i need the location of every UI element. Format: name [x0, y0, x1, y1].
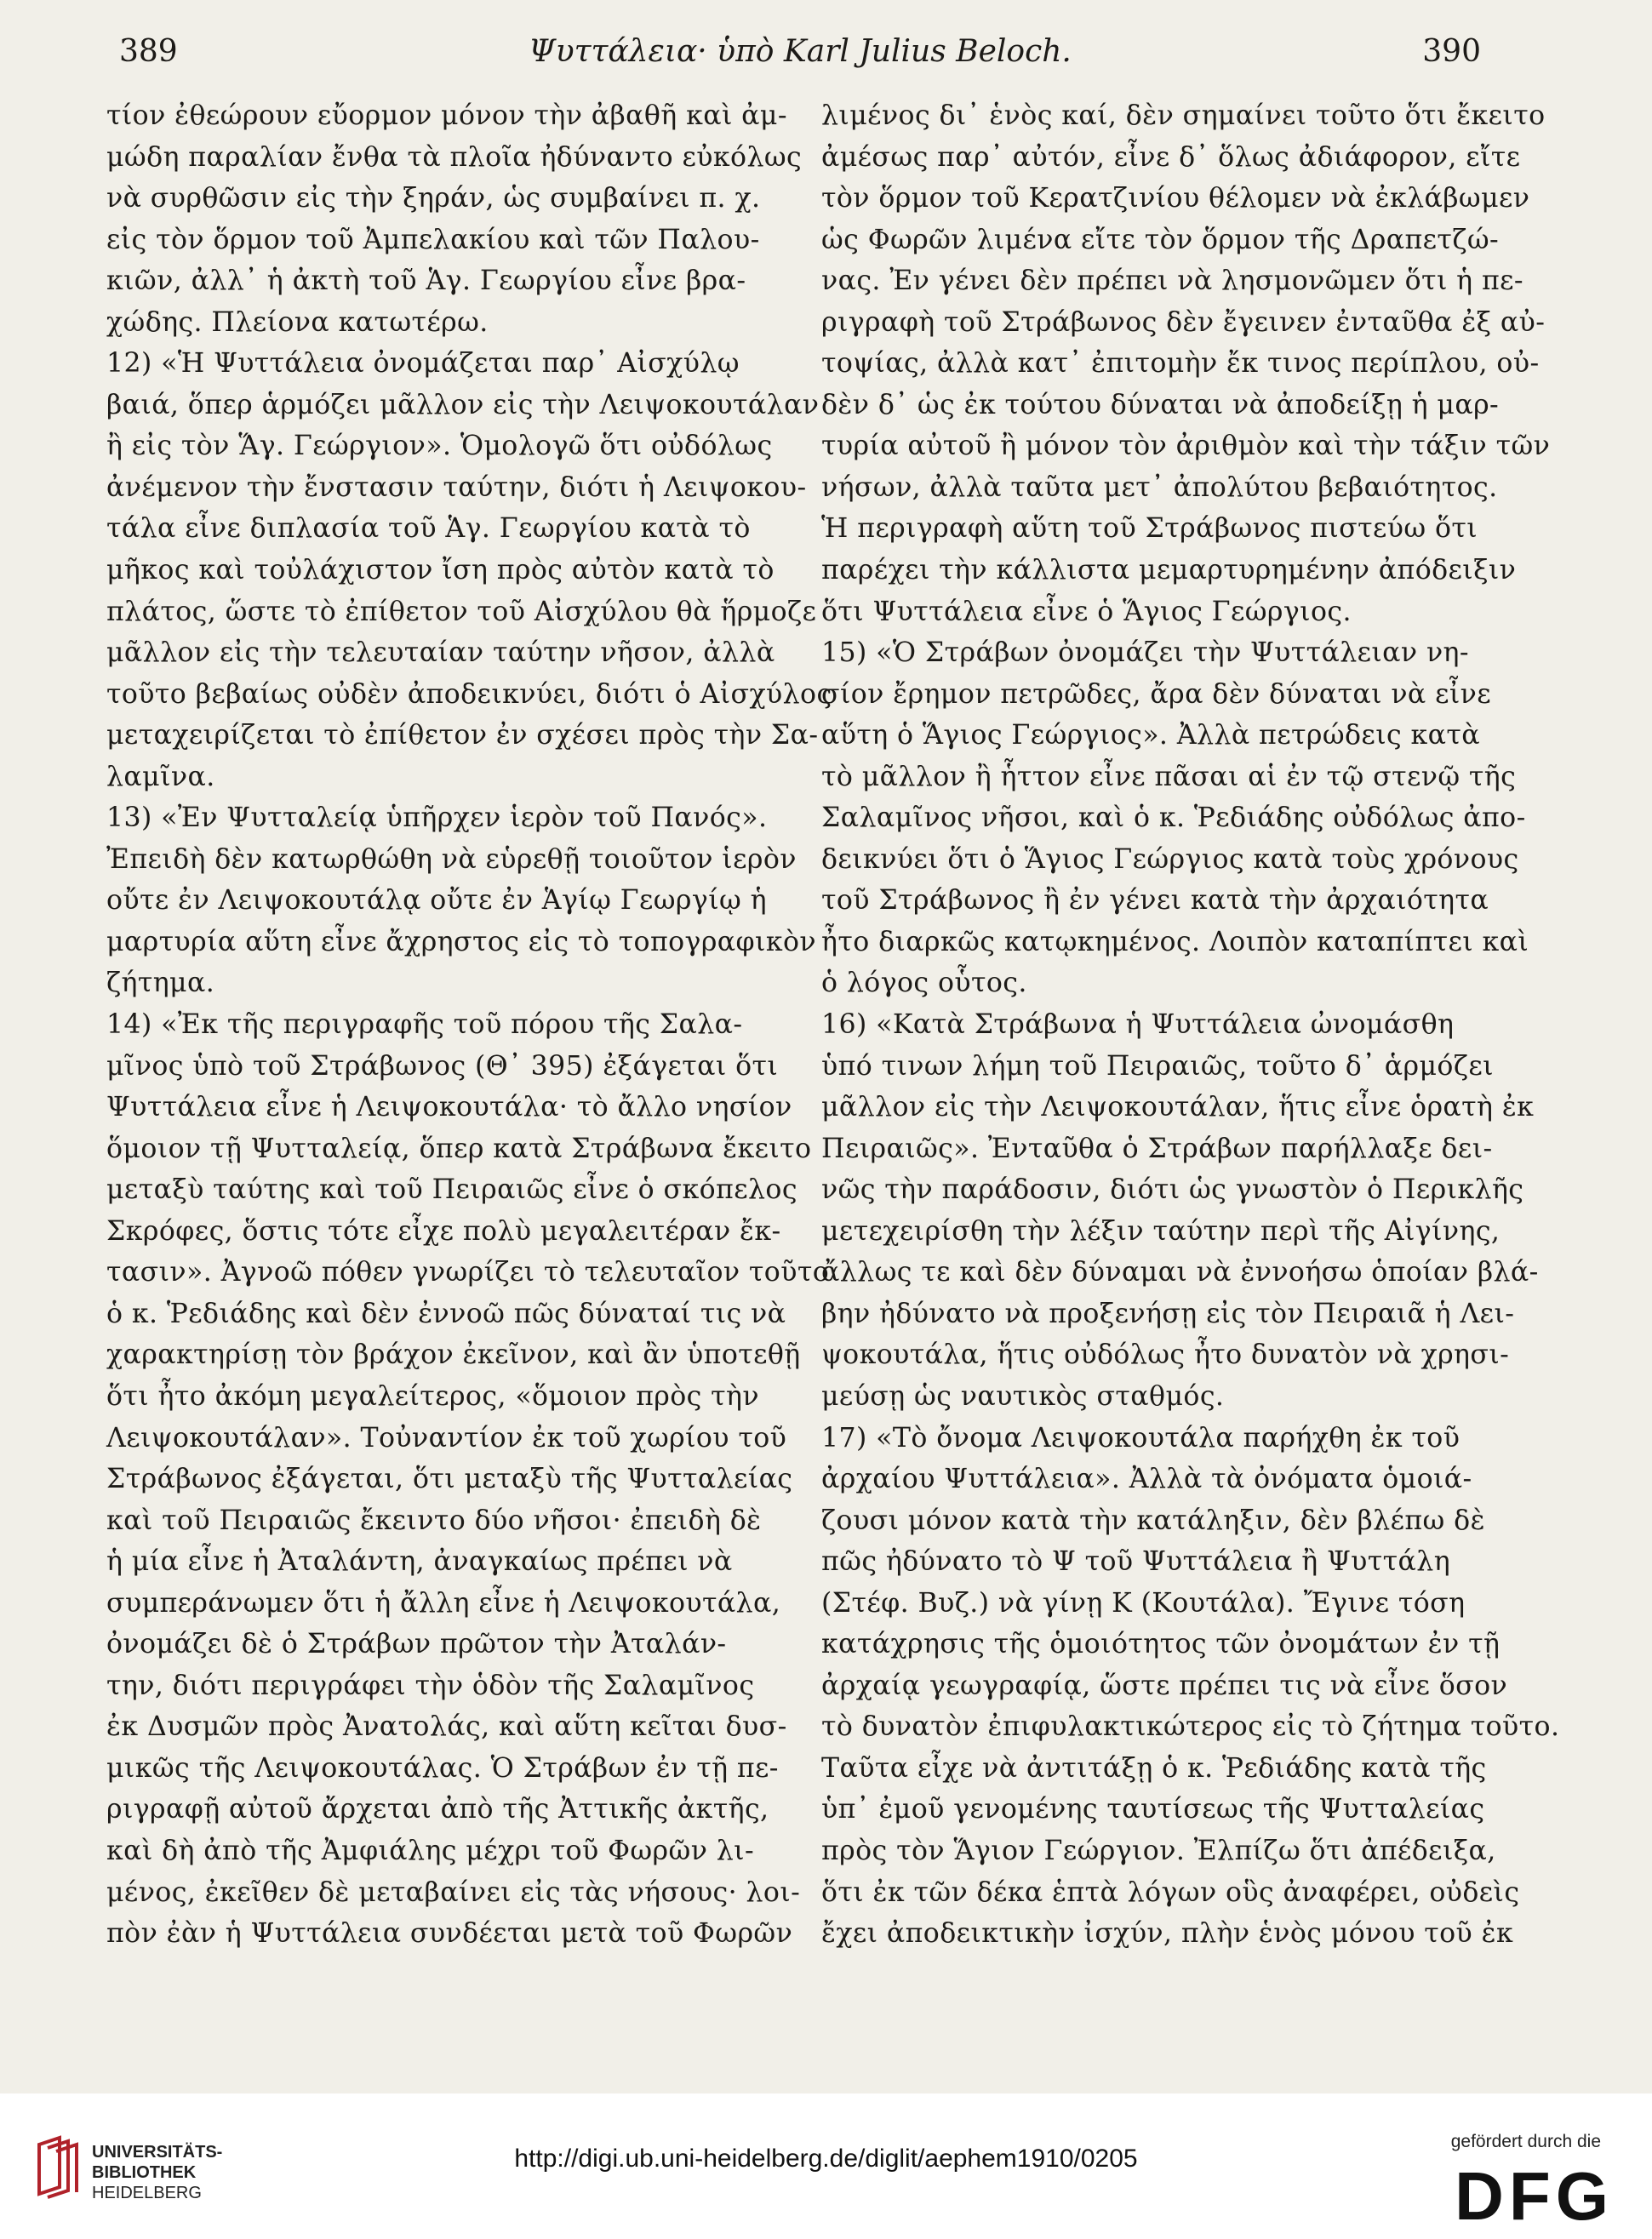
text-line: τασιν». Ἀγνοῶ πόθεν γνωρίζει τὸ τελευταῖον τοῦτο	[106, 1257, 830, 1288]
text-line: μᾶλλον εἰς τὴν Λειψοκουτάλαν, ἥτις εἶνε ὁρατὴ ἐκ	[821, 1092, 1535, 1123]
text-line: μετεχειρίσθη τὴν λέξιν ταύτην περὶ τῆς Αἰγίνης,	[821, 1215, 1501, 1247]
permalink-url[interactable]: http://digi.ub.uni-heidelberg.de/diglit/aephem1910/0205	[514, 2145, 1138, 2173]
page-number-right: 390	[1422, 34, 1481, 69]
text-line: νῶς τὴν παράδοσιν, διότι ὡς γνωστὸν ὁ Περικλῆς	[821, 1174, 1524, 1206]
library-name-line: HEIDELBERG	[92, 2184, 202, 2202]
text-line: οὔτε ἐν Λειψοκουτάλᾳ οὔτε ἐν Ἁγίῳ Γεωργίῳ ἡ	[106, 885, 767, 917]
text-line: ὁ λόγος οὗτος.	[821, 968, 1027, 999]
text-line: σίον ἔρημον πετρῶδες, ἄρα δὲν δύναται νὰ εἶνε	[821, 678, 1492, 710]
text-line: μῆκος καὶ τοὐλάχιστον ἴση πρὸς αὐτὸν κατὰ τὸ	[106, 555, 775, 586]
text-line: ὅμοιον τῇ Ψυτταλείᾳ, ὅπερ κατὰ Στράβωνα ἔκειτο	[106, 1133, 812, 1164]
text-line: δὲν δ᾽ ὡς ἐκ τούτου δύναται νὰ ἀποδείξῃ ἡ μαρ-	[821, 389, 1500, 420]
text-line: μῖνος ὑπὸ τοῦ Στράβωνος (Θ᾽ 395) ἐξάγεται ὅτι	[106, 1050, 779, 1082]
text-line: Ἡ περιγραφὴ αὕτη τοῦ Στράβωνος πιστεύω ὅτι	[821, 513, 1478, 545]
text-line: πὸν ἐὰν ἡ Ψυττάλεια συνδέεται μετὰ τοῦ Φωρῶν	[106, 1918, 793, 1950]
text-line: τὸ δυνατὸν ἐπιφυλακτικώτερος εἰς τὸ ζήτημα τοῦτο.	[821, 1711, 1560, 1743]
text-line: Στράβωνος ἐξάγεται, ὅτι μεταξὺ τῆς Ψυτταλείας	[106, 1464, 793, 1495]
text-line: ζουσι μόνον κατὰ τὴν κατάληξιν, δὲν βλέπω δὲ	[821, 1505, 1485, 1536]
right-text-column	[821, 95, 1560, 1955]
text-line: καὶ δὴ ἀπὸ τῆς Ἀμφιάλης μέχρι τοῦ Φωρῶν λι-	[106, 1835, 755, 1866]
text-line: παρέχει τὴν κάλλιστα μεμαρτυρημένην ἀπόδειξιν	[821, 555, 1517, 586]
text-line: νας. Ἐν γένει δὲν πρέπει νὰ λησμονῶμεν ὅτι ἡ πε-	[821, 266, 1523, 297]
text-line: ριγραφὴ τοῦ Στράβωνος δὲν ἔγεινεν ἐνταῦθα ἐξ αὐ-	[821, 306, 1546, 338]
text-line: χώδης. Πλείονα κατωτέρω.	[106, 306, 489, 338]
text-line: ὡς Φωρῶν λιμένα εἴτε τὸν ὅρμον τῆς Δραπετζώ-	[821, 224, 1500, 255]
text-line: ἔχει ἀποδεικτικὴν ἰσχύν, πλὴν ἑνὸς μόνου τοῦ ἐκ	[821, 1918, 1514, 1950]
text-line: Ταῦτα εἶχε νὰ ἀντιτάξῃ ὁ κ. Ῥεδιάδης κατὰ τῆς	[821, 1752, 1487, 1784]
text-line: 13) «Ἐν Ψυτταλείᾳ ὑπῆρχεν ἱερὸν τοῦ Πανός».	[106, 802, 768, 834]
text-line: ἐκ Δυσμῶν πρὸς Ἀνατολάς, καὶ αὕτη κεῖται δυσ-	[106, 1711, 787, 1743]
text-line: ὅτι ἐκ τῶν δέκα ἑπτὰ λόγων οὓς ἀναφέρει, οὐδεὶς	[821, 1876, 1520, 1908]
text-line: νήσων, ἀλλὰ ταῦτα μετ᾽ ἀπολύτου βεβαιότητος.	[821, 471, 1498, 503]
text-line: τοῦ Στράβωνος ἢ ἐν γένει κατὰ τὴν ἀρχαιότητα	[821, 885, 1489, 917]
text-line: ἢ εἰς τὸν Ἅγ. Γεώργιον». Ὁμολογῶ ὅτι οὐδόλως	[106, 431, 773, 462]
text-line: συμπεράνωμεν ὅτι ἡ ἄλλη εἶνε ἡ Λειψοκουτάλα,	[106, 1587, 781, 1619]
text-line: την, διότι περιγράφει τὴν ὁδὸν τῆς Σαλαμῖνος	[106, 1670, 755, 1701]
text-line: τυρία αὐτοῦ ἢ μόνον τὸν ἀριθμὸν καὶ τὴν τάξιν τῶν	[821, 431, 1551, 462]
text-line: Πειραιῶς». Ἐνταῦθα ὁ Στράβων παρήλλαξε δει-	[821, 1133, 1493, 1164]
text-line: μεταχειρίζεται τὸ ἐπίθετον ἐν σχέσει πρὸς τὴν Σα-	[106, 720, 819, 751]
text-line: τὸ μᾶλλον ἢ ἧττον εἶνε πᾶσαι αἱ ἐν τῷ στενῷ τῆς	[821, 761, 1517, 792]
text-line: Ἐπειδὴ δὲν κατωρθώθη νὰ εὑρεθῇ τοιοῦτον ἱερὸν	[106, 843, 797, 875]
text-line: λιμένος δι᾽ ἑνὸς καί, δὲν σημαίνει τοῦτο ὅτι ἔκειτο	[821, 100, 1546, 131]
text-line: Λειψοκουτάλαν». Τοὐναντίον ἐκ τοῦ χωρίου τοῦ	[106, 1422, 787, 1454]
library-name-line: UNIVERSITÄTS-	[92, 2143, 223, 2162]
text-line: ἡ μία εἶνε ἡ Ἀταλάντη, ἀναγκαίως πρέπει νὰ	[106, 1546, 733, 1578]
text-line: ἀμέσως παρ᾽ αὐτόν, εἶνε δ᾽ ὅλως ἀδιάφορον, εἴτε	[821, 141, 1521, 173]
page-header	[119, 34, 1481, 77]
text-line: μικῶς τῆς Λειψοκουτάλας. Ὁ Στράβων ἐν τῇ πε-	[106, 1752, 779, 1784]
text-line: τοῦτο βεβαίως οὐδὲν ἀποδεικνύει, διότι ὁ Αἰσχύλος	[106, 678, 832, 710]
page-number-left: 389	[119, 34, 178, 69]
text-line: τοψίας, ἀλλὰ κατ᾽ ἐπιτομὴν ἔκ τινος περίπλου, οὐ-	[821, 348, 1540, 380]
text-line: ὅτι ἦτο ἀκόμη μεγαλείτερος, «ὅμοιον πρὸς τὴν	[106, 1380, 759, 1412]
text-line: πῶς ἠδύνατο τὸ Ψ τοῦ Ψυττάλεια ἢ Ψυττάλη	[821, 1546, 1451, 1578]
text-line: τάλα εἶνε διπλασία τοῦ Ἁγ. Γεωργίου κατὰ τὸ	[106, 513, 751, 545]
text-line: λαμῖνα.	[106, 761, 215, 792]
text-line: μεύσῃ ὡς ναυτικὸς σταθμός.	[821, 1380, 1225, 1412]
text-line: 17) «Τὸ ὄνομα Λειψοκουτάλα παρήχθη ἐκ τοῦ	[821, 1422, 1461, 1454]
dfg-logo[interactable]: DFG	[1455, 2158, 1614, 2234]
text-line: ὑπό τινων λήμη τοῦ Πειραιῶς, τοῦτο δ᾽ ἁρμόζει	[821, 1050, 1494, 1082]
text-line: ἀρχαίου Ψυττάλεια». Ἀλλὰ τὰ ὀνόματα ὁμοιά-	[821, 1464, 1472, 1495]
text-line: ὀνομάζει δὲ ὁ Στράβων πρῶτον τὴν Ἀταλάν-	[106, 1629, 727, 1660]
text-line: 16) «Κατὰ Στράβωνα ἡ Ψυττάλεια ὠνομάσθη	[821, 1009, 1455, 1041]
text-line: μεταξὺ ταύτης καὶ τοῦ Πειραιῶς εἶνε ὁ σκόπελος	[106, 1174, 797, 1206]
text-line: 15) «Ὁ Στράβων ὀνομάζει τὴν Ψυττάλειαν νη-	[821, 637, 1469, 669]
running-title: Ψυττάλεια· ὑπὸ Karl Julius Beloch.	[529, 34, 1072, 69]
text-line: ὑπ᾽ ἐμοῦ γενομένης ταυτίσεως τῆς Ψυτταλείας	[821, 1794, 1485, 1825]
text-line: Ψυττάλεια εἶνε ἡ Λειψοκουτάλα· τὸ ἄλλο νησίον	[106, 1092, 792, 1123]
text-line: κατάχρησις τῆς ὁμοιότητος τῶν ὀνομάτων ἐν τῇ	[821, 1629, 1501, 1660]
text-line: δεικνύει ὅτι ὁ Ἅγιος Γεώργιος κατὰ τοὺς χρόνους	[821, 843, 1519, 875]
text-line: ὁ κ. Ῥεδιάδης καὶ δὲν ἐννοῶ πῶς δύναταί τις νὰ	[106, 1298, 786, 1329]
text-line: ψοκουτάλα, ἥτις οὐδόλως ἦτο δυνατὸν νὰ χρησι-	[821, 1339, 1510, 1371]
funder-label: gefördert durch die	[1450, 2132, 1601, 2151]
text-line: 14) «Ἐκ τῆς περιγραφῆς τοῦ πόρου τῆς Σαλα-	[106, 1009, 743, 1041]
text-line: (Στέφ. Βυζ.) νὰ γίνῃ Κ (Κουτάλα). Ἔγινε τόση	[821, 1587, 1466, 1619]
text-line: μένος, ἐκεῖθεν δὲ μεταβαίνει εἰς τὰς νήσους· λοι-	[106, 1876, 801, 1908]
text-line: νὰ συρθῶσιν εἰς τὴν ξηράν, ὡς συμβαίνει π. χ.	[106, 183, 761, 214]
text-line: ὅτι Ψυττάλεια εἶνε ὁ Ἅγιος Γεώργιος.	[821, 596, 1352, 627]
text-line: μαρτυρία αὕτη εἶνε ἄχρηστος εἰς τὸ τοπογραφικὸν	[106, 926, 817, 957]
text-line: ἄλλως τε καὶ δὲν δύναμαι νὰ ἐννοήσω ὁποίαν βλά-	[821, 1257, 1539, 1288]
text-line: μώδη παραλίαν ἔνθα τὰ πλοῖα ἠδύναντο εὐκόλως	[106, 141, 803, 173]
text-line: τίον ἐθεώρουν εὔορμον μόνον τὴν ἀβαθῆ καὶ ἀμ-	[106, 100, 787, 131]
text-line: ζήτημα.	[106, 968, 215, 999]
text-line: καὶ τοῦ Πειραιῶς ἔκειντο δύο νῆσοι· ἐπειδὴ δὲ	[106, 1505, 762, 1536]
text-line: πρὸς τὸν Ἅγιον Γεώργιον. Ἐλπίζω ὅτι ἀπέδειξα,	[821, 1835, 1496, 1866]
left-text-column	[106, 95, 832, 1955]
text-line: χαρακτηρίσῃ τὸν βράχον ἐκεῖνον, καὶ ἂν ὑποτεθῇ	[106, 1339, 801, 1371]
text-line: Σκρόφες, ὅστις τότε εἶχε πολὺ μεγαλειτέραν ἔκ-	[106, 1215, 781, 1247]
text-line: τὸν ὅρμον τοῦ Κερατζινίου θέλομεν νὰ ἐκλάβωμεν	[821, 183, 1530, 214]
text-line: ἦτο διαρκῶς κατῳκημένος. Λοιπὸν καταπίπτει καὶ	[821, 926, 1529, 957]
text-line: βαιά, ὅπερ ἁρμόζει μᾶλλον εἰς τὴν Λειψοκουτάλαν	[106, 389, 820, 420]
text-line: Σαλαμῖνος νῆσοι, καὶ ὁ κ. Ῥεδιάδης οὐδόλως ἀπο-	[821, 802, 1526, 834]
text-line: βην ἠδύνατο νὰ προξενήσῃ εἰς τὸν Πειραιᾶ ἡ Λει-	[821, 1298, 1515, 1329]
text-line: ριγραφῇ αὐτοῦ ἄρχεται ἀπὸ τῆς Ἀττικῆς ἀκτῆς,	[106, 1794, 769, 1825]
text-line: μᾶλλον εἰς τὴν τελευταίαν ταύτην νῆσον, ἀλλὰ	[106, 637, 775, 669]
text-line: ἀρχαίᾳ γεωγραφίᾳ, ὥστε πρέπει τις νὰ εἶνε ὅσον	[821, 1670, 1508, 1701]
text-line: εἰς τὸν ὅρμον τοῦ Ἀμπελακίου καὶ τῶν Παλου-	[106, 224, 760, 255]
text-line: 12) «Ἡ Ψυττάλεια ὀνομάζεται παρ᾽ Αἰσχύλῳ	[106, 348, 740, 380]
text-line: ἀνέμενον τὴν ἔνστασιν ταύτην, διότι ἡ Λειψοκου-	[106, 471, 807, 503]
text-line: κιῶν, ἀλλ᾽ ἡ ἀκτὴ τοῦ Ἁγ. Γεωργίου εἶνε βρα-	[106, 266, 746, 297]
library-name-line: BIBLIOTHEK	[92, 2163, 197, 2182]
text-line: αὕτη ὁ Ἅγιος Γεώργιος». Ἀλλὰ πετρώδεις κατὰ	[821, 720, 1481, 751]
text-line: πλάτος, ὥστε τὸ ἐπίθετον τοῦ Αἰσχύλου θὰ ἥρμοζε	[106, 596, 817, 627]
